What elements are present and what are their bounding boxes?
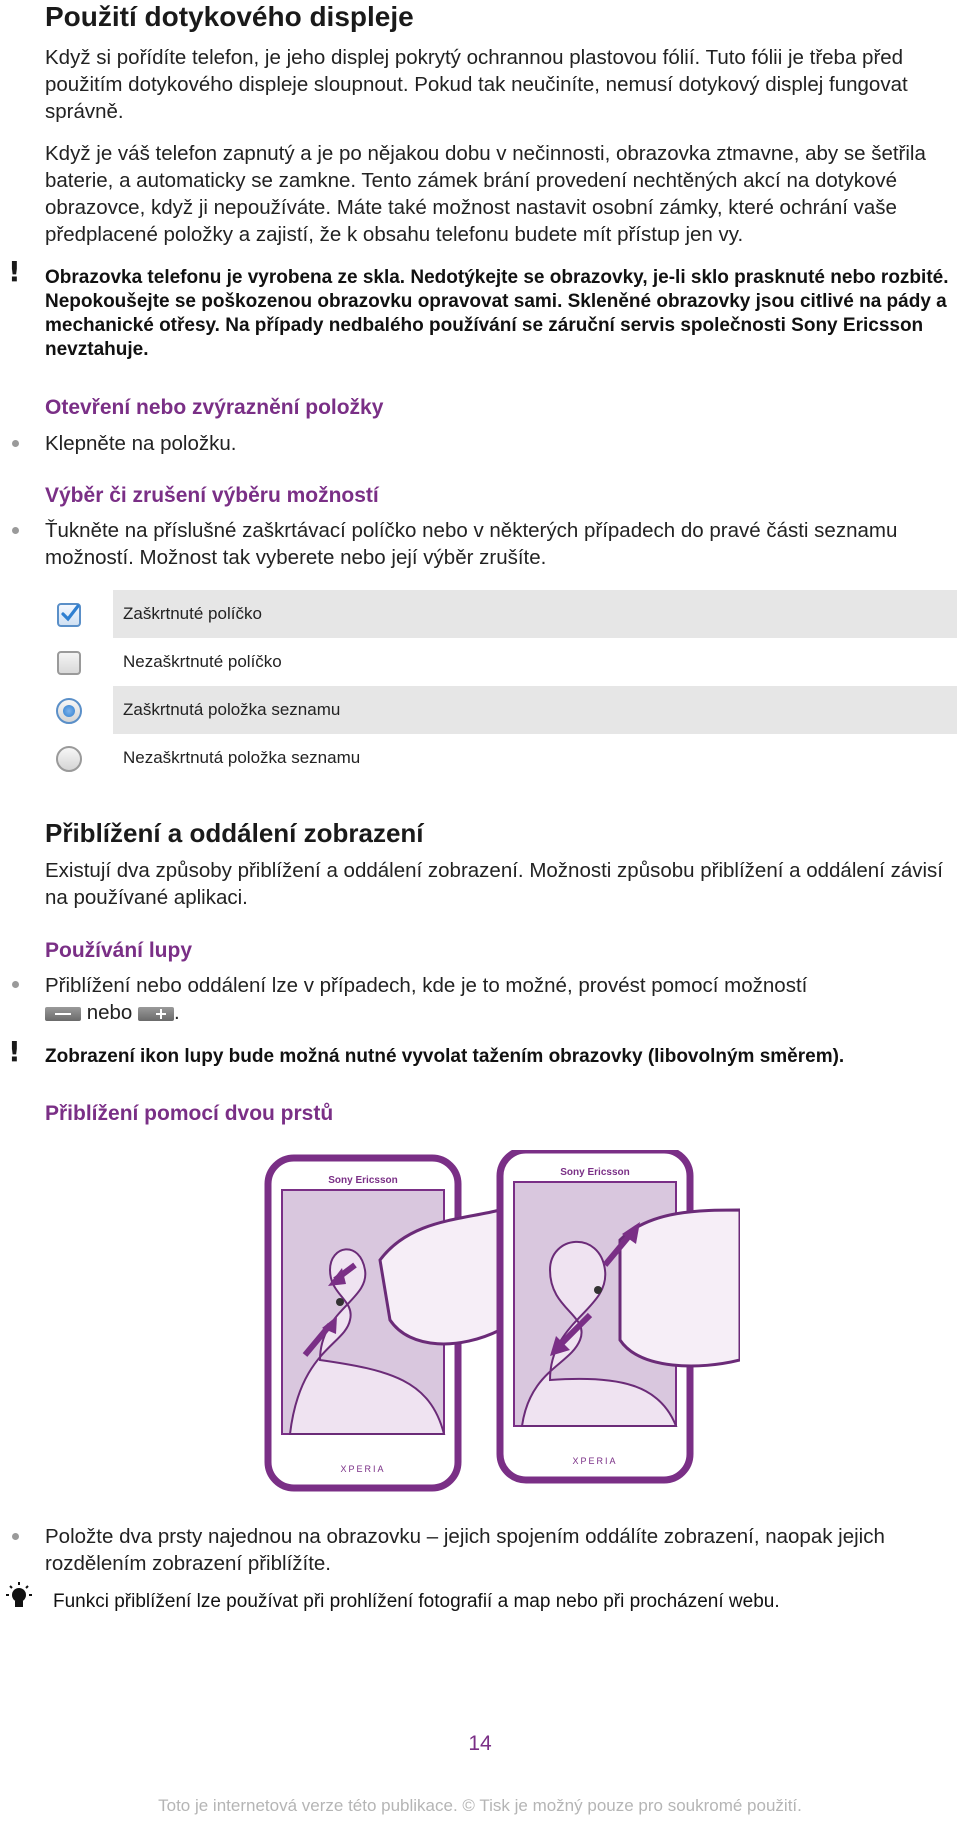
bullet-icon (12, 981, 19, 988)
page-title: Použití dotykového displeje (45, 1, 414, 32)
option-row-unchecked[interactable]: Nezaškrtnuté políčko (123, 652, 282, 671)
paragraph-screen-lock: Když je váš telefon zapnutý a je po nějakou dobu v nečinnosti, obrazovka ztmavne, aby se šetřila baterie, a automaticky se zamkne. Tento zámek brání provedení nechtěných akcí na dotykové obrazovce, když ji nepoužíváte. Máte také možnost nastavit osobní zámky, které ochrání vaše předplacené položky a zajistí, že k obsahu telefonu budete mít přístup jen vy. (45, 142, 926, 246)
checked-checkbox-icon[interactable] (57, 603, 81, 627)
phone-left-illustration (268, 1158, 500, 1488)
bullet-select-option: Ťukněte na příslušné zaškrtávací políčko nebo v některých případech do pravé části seznamu možností. Možnost tak vyberete nebo její výběr zrušíte. (45, 519, 898, 569)
bullet-icon (12, 1533, 19, 1540)
paragraph-zoom-methods: Existují dva způsoby přiblížení a oddálení zobrazení. Možnosti způsobu přiblížení a oddálení závisí na používané aplikaci. (45, 859, 943, 909)
selected-radio-icon[interactable] (56, 698, 82, 724)
option-row-unselected-list[interactable]: Nezaškrtnutá položka seznamu (123, 748, 361, 767)
warning-glass: Obrazovka telefonu je vyrobena ze skla. Nedotýkejte se obrazovky, je-li sklo prasknuté nebo rozbité. Nepokoušejte se poškozenou obrazovku opravovat sami. Skleněné obrazovky jsou citlivé na pády a mechanické otřesy. Na případy nedbalého používání se záruční servis společnosti Sony Ericsson nevztahuje. (45, 267, 949, 360)
phone-left-brand: Sony Ericsson (328, 1175, 398, 1186)
page-number: 14 (468, 1732, 492, 1755)
option-row-selected-list[interactable]: Zaškrtnutá položka seznamu (113, 686, 957, 734)
unchecked-checkbox-icon[interactable] (57, 651, 81, 675)
magnifier-period: . (174, 1001, 180, 1024)
tip-lightbulb-icon (4, 1582, 34, 1612)
bullet-open-item: Klepněte na položku. (45, 432, 237, 455)
warning-icon: ! (8, 255, 21, 288)
bullet-magnifier (45, 972, 925, 1026)
option-row-checked[interactable]: Zaškrtnuté políčko (113, 590, 957, 638)
pinch-zoom-illustration (260, 1150, 740, 1500)
heading-magnifier: Používání lupy (45, 939, 193, 962)
heading-select-option: Výběr či zrušení výběru možností (45, 484, 379, 507)
section-title-zoom: Přiblížení a oddálení zobrazení (45, 818, 424, 848)
paragraph-protective-film: Když si pořídíte telefon, je jeho displej pokrytý ochrannou plastovou fólií. Tuto fólii je třeba před použitím dotykového displeje sloupnout. Pokud tak neučiníte, nemusí dotykový displej fungovat správně. (45, 46, 908, 123)
heading-two-finger-zoom: Přiblížení pomocí dvou prstů (45, 1102, 334, 1125)
tip-zoom-usage: Funkci přiblížení lze používat při prohlížení fotografií a map nebo při procházení webu. (53, 1591, 780, 1612)
warning-icon: ! (8, 1035, 21, 1068)
zoom-in-icon[interactable] (138, 1007, 174, 1021)
phone-right-model: XPERIA (572, 1456, 618, 1466)
bullet-two-finger: Položte dva prsty najednou na obrazovku – jejich spojením oddálíte zobrazení, naopak jejich rozdělením zobrazení přiblížíte. (45, 1525, 885, 1575)
zoom-out-icon[interactable] (45, 1007, 81, 1021)
magnifier-or: nebo (86, 1001, 133, 1024)
phone-right-brand: Sony Ericsson (560, 1167, 630, 1178)
phone-left-model: XPERIA (340, 1464, 386, 1474)
magnifier-text: Přiblížení nebo oddálení lze v případech, kde je to možné, provést pomocí možností (45, 974, 808, 997)
unselected-radio-icon[interactable] (56, 746, 82, 772)
heading-open-item: Otevření nebo zvýraznění položky (45, 396, 384, 419)
footer-notice: Toto je internetová verze této publikace. © Tisk je možný pouze pro soukromé použití. (158, 1796, 802, 1815)
bullet-icon (12, 440, 19, 447)
phone-right-illustration (500, 1150, 740, 1480)
bullet-icon (12, 527, 19, 534)
warning-magnifier: Zobrazení ikon lupy bude možná nutné vyvolat tažením obrazovky (libovolným směrem). (45, 1046, 845, 1067)
